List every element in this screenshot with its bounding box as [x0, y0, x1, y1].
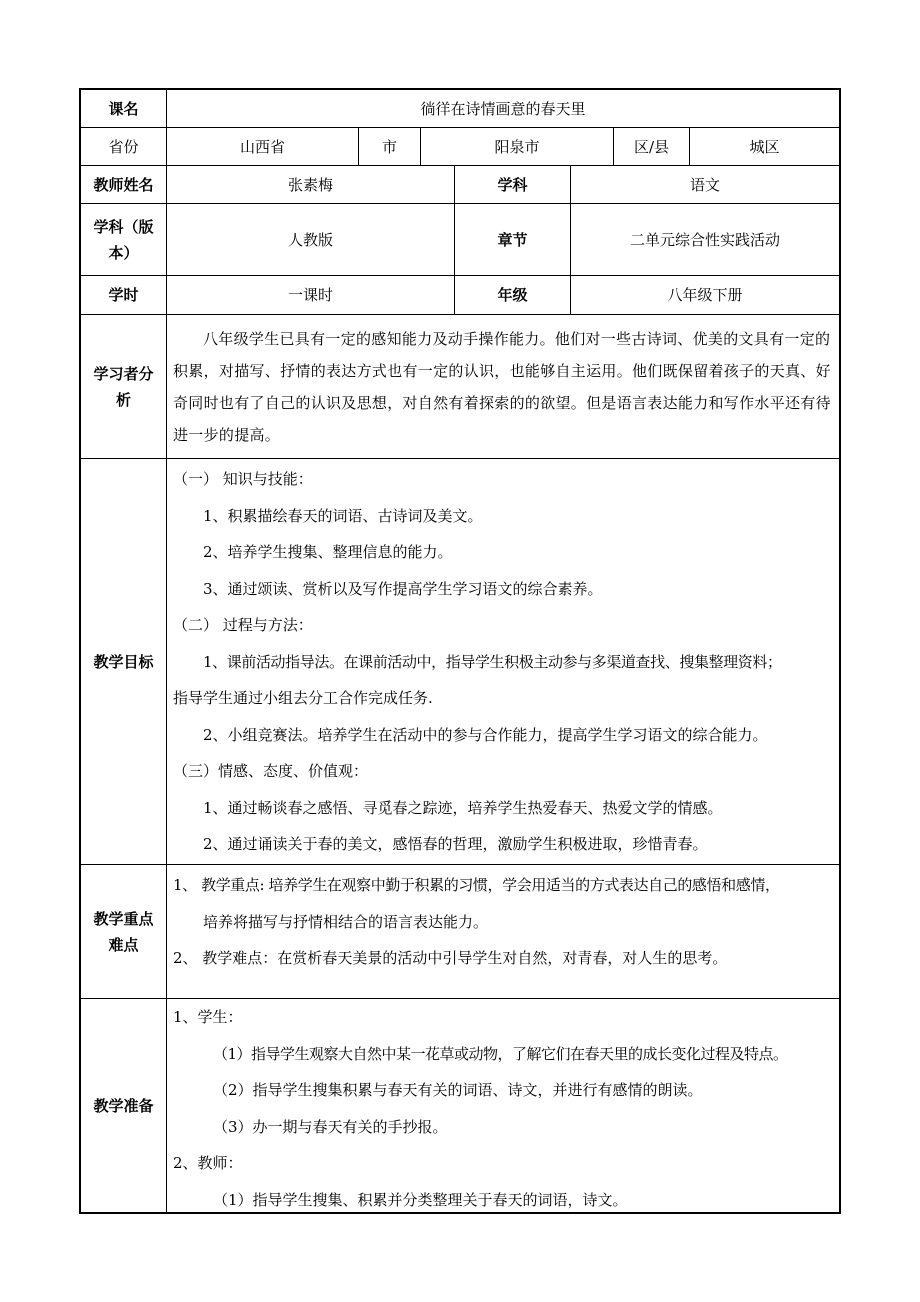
key-points-label: 教学重点难点 — [81, 865, 167, 998]
learner-analysis-label: 学习者分析 — [81, 315, 167, 458]
objectives-row — [81, 459, 839, 865]
course-title: 徜徉在诗情画意的春天里 — [420, 99, 586, 118]
objective-item: 1、积累描绘春天的词语、古诗词及美文。 — [203, 506, 483, 525]
learner-analysis-cell — [167, 315, 839, 458]
objectives-label: 教学目标 — [81, 459, 167, 864]
county-value: 城区 — [749, 137, 780, 156]
preparation-item: （3）办一期与春天有关的手抄报。 — [213, 1117, 448, 1136]
key-points-cell — [167, 865, 839, 998]
grade-label: 年级 — [455, 276, 571, 314]
learner-analysis-text: 八年级学生已具有一定的感知能力及动手操作能力。他们对一些古诗词、优美的文具有一定的积累，对描写、抒情的表达方式也有一定的认识，也能够自主运用。他们既保留着孩子的天真、好奇同时也有了自己的认识及思想，对自然有着探索的的欲望。但是语言表达能力和写作水平还有待进一步的提高。 — [173, 330, 831, 444]
preparation-heading: 2、教师： — [173, 1154, 243, 1172]
edition-row — [81, 204, 839, 276]
teacher-row — [81, 166, 839, 204]
objective-item: 2、培养学生搜集、整理信息的能力。 — [203, 543, 453, 561]
edition-value: 人教版 — [167, 204, 455, 275]
grade-value: 八年级下册 — [667, 286, 743, 304]
objective-item: 1、课前活动指导法。在课前活动中，指导学生积极主动参与多渠道查找、搜集整理资料； — [203, 652, 782, 671]
preparation-label: 教学准备 — [81, 999, 167, 1212]
period-value: 一课时 — [167, 276, 455, 314]
preparation-item: （2）指导学生搜集积累与春天有关的词语、诗文，并进行有感情的朗读。 — [213, 1081, 703, 1099]
key-point-item: 1、 教学重点: 培养学生在观察中勤于积累的习惯，学会用适当的方式表达自己的感悟和感情， — [173, 876, 780, 894]
key-point-item: 2、 教学难点：在赏析春天美景的活动中引导学生对自然，对青春，对人生的思考。 — [173, 949, 728, 967]
period-label: 学时 — [81, 276, 167, 314]
objective-heading: （三）情感、态度、价值观： — [173, 762, 369, 780]
preparation-row — [81, 999, 839, 1212]
lesson-plan-table — [79, 88, 841, 1214]
county-label: 区/县 — [614, 128, 690, 165]
key-points-row — [81, 865, 839, 999]
objective-heading: （一） 知识与技能： — [173, 470, 313, 488]
location-row — [81, 128, 839, 166]
objective-item: 3、通过颂读、赏析以及写作提高学生学习语文的综合素养。 — [203, 579, 603, 598]
objective-item: 1、通过畅谈春之感悟、寻觅春之踪迹，培养学生热爱春天、热爱文学的情感。 — [203, 798, 723, 817]
learner-analysis-row — [81, 315, 839, 459]
key-point-item-cont: 培养将描写与抒情相结合的语言表达能力。 — [203, 912, 489, 931]
edition-label: 学科（版本） — [81, 204, 167, 275]
chapter-value: 二单元综合性实践活动 — [629, 230, 780, 249]
objective-item: 2、小组竞赛法。培养学生在活动中的参与合作能力，提高学生学习语文的综合能力。 — [203, 725, 768, 744]
preparation-item: （1）指导学生搜集、积累并分类整理关于春天的词语，诗文。 — [213, 1190, 628, 1209]
period-row — [81, 276, 839, 315]
course-row — [81, 90, 839, 128]
city-value: 阳泉市 — [421, 128, 614, 165]
preparation-cell — [167, 999, 839, 1212]
objective-item: 2、通过诵读关于春的美文，感悟春的哲理，激励学生积极进取，珍惜青春。 — [203, 835, 708, 853]
subject-label: 学科 — [455, 166, 571, 203]
preparation-heading: 1、学生： — [173, 1008, 243, 1026]
course-label: 课名 — [81, 90, 167, 127]
objective-item-cont: 指导学生通过小组去分工合作完成任务. — [173, 689, 433, 707]
chapter-label: 章节 — [455, 204, 571, 275]
city-label: 市 — [359, 128, 421, 165]
province-label: 省份 — [81, 128, 167, 165]
subject-value: 语文 — [689, 175, 720, 194]
teacher-name: 张素梅 — [167, 166, 455, 203]
preparation-item: （1）指导学生观察大自然中某一花草或动物，了解它们在春天里的成长变化过程及特点。 — [213, 1044, 788, 1063]
objectives-cell — [167, 459, 839, 864]
teacher-label: 教师姓名 — [81, 166, 167, 203]
objective-heading: （二） 过程与方法： — [173, 616, 313, 634]
province-value: 山西省 — [167, 128, 359, 165]
